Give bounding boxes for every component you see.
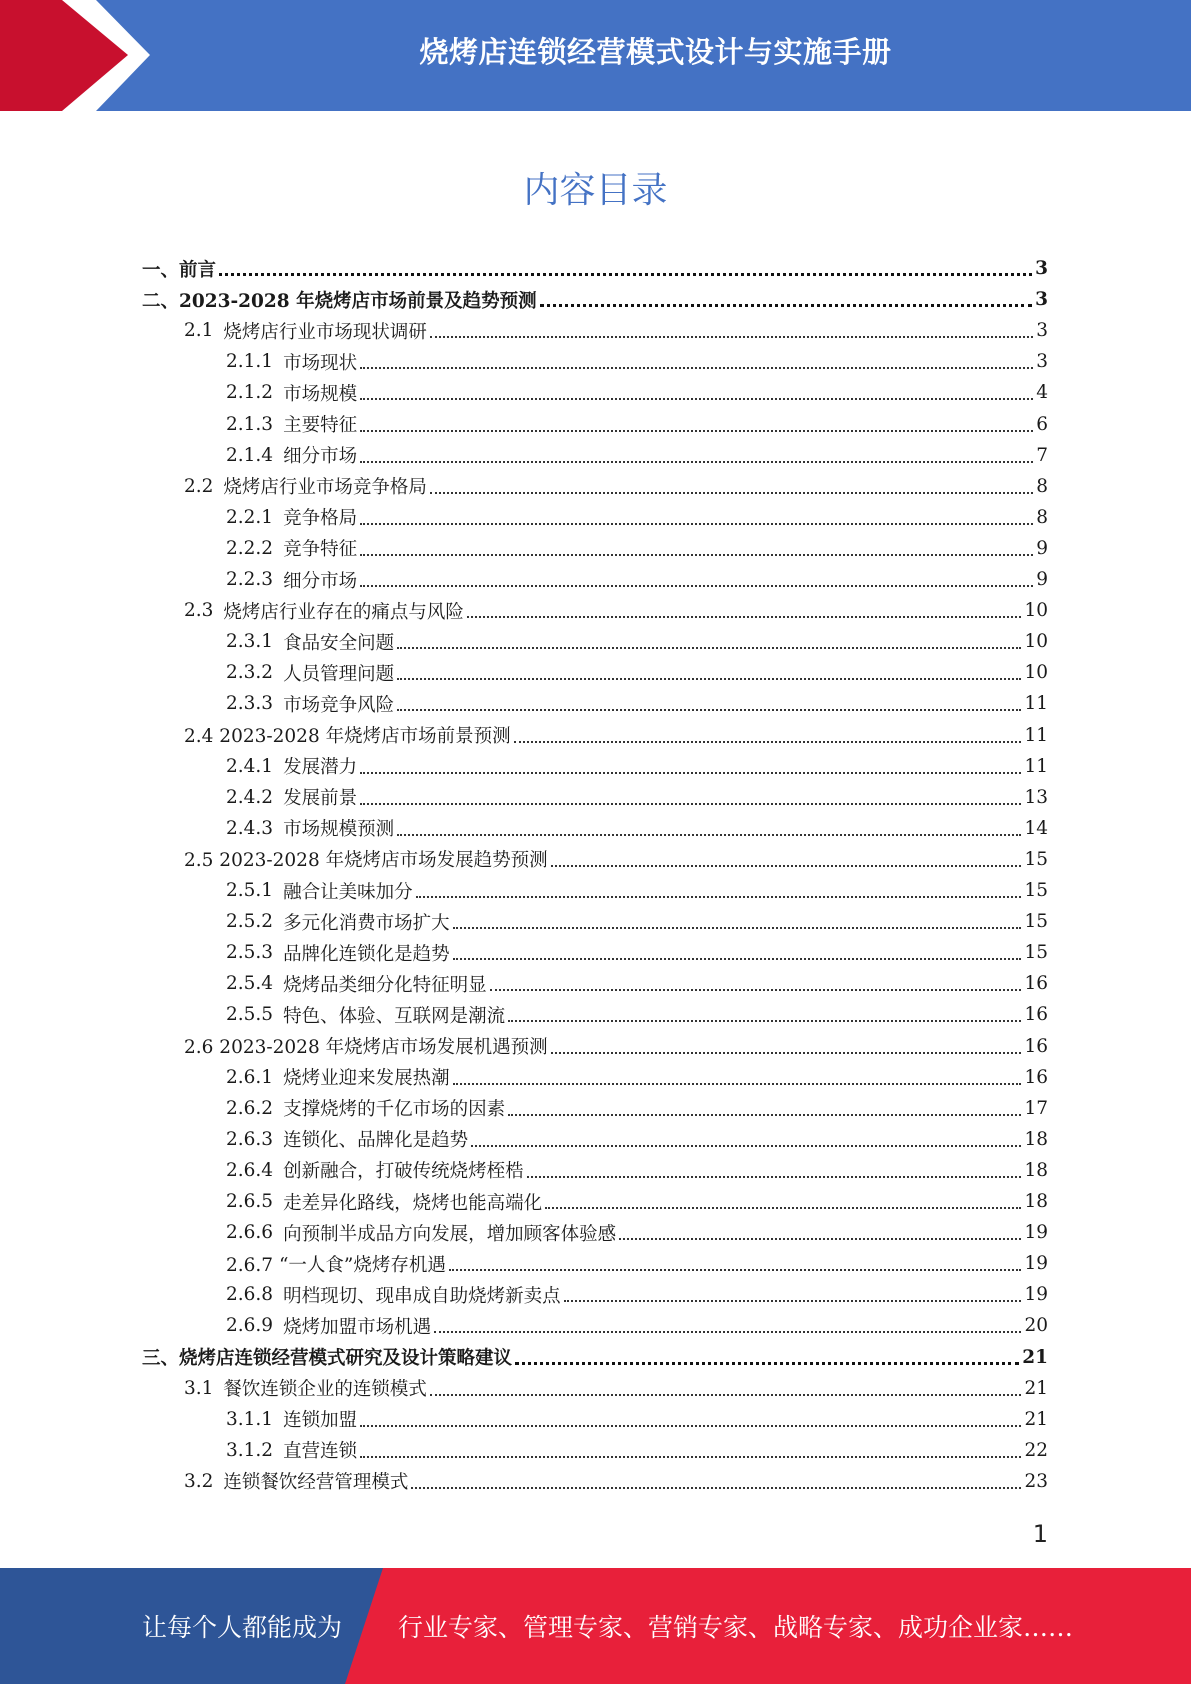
toc-entry-page: 10 — [1024, 662, 1048, 684]
toc-entry-page: 10 — [1024, 631, 1048, 653]
toc-entry-page: 13 — [1024, 786, 1048, 808]
toc-entry[interactable] — [184, 1031, 1048, 1062]
toc-dot-leader — [360, 585, 1033, 587]
toc-entry[interactable] — [226, 1124, 1048, 1155]
toc-entry-page: 19 — [1024, 1284, 1048, 1306]
toc-entry-title: 食品安全问题 — [283, 632, 395, 654]
toc-entry-page: 4 — [1036, 382, 1048, 404]
toc-dot-leader — [453, 958, 1022, 960]
toc-dot-leader — [545, 1207, 1021, 1209]
toc-entry-number: 2.6.6 — [226, 1222, 274, 1244]
toc-dot-leader — [360, 1425, 1021, 1427]
toc-entry-title: 烧烤品类细分化特征明显 — [283, 974, 487, 996]
toc-entry-page: 3 — [1036, 351, 1048, 373]
toc-entry-title: 烧烤店行业市场现状调研 — [223, 321, 427, 343]
toc-entry-page: 16 — [1024, 973, 1048, 995]
toc-entry[interactable] — [226, 875, 1048, 906]
toc-dot-leader — [360, 1456, 1021, 1458]
toc-entry-page: 11 — [1024, 724, 1048, 746]
toc-entry-number: 2.2 — [184, 475, 214, 497]
toc-entry[interactable] — [226, 1186, 1048, 1217]
toc-entry-number: 2.3.3 — [226, 693, 274, 715]
toc-dot-leader — [360, 523, 1033, 525]
toc-dot-leader — [490, 989, 1022, 991]
toc-entry-page: 8 — [1036, 475, 1048, 497]
toc-entry-page: 15 — [1024, 942, 1048, 964]
toc-entry-title: 二、2023-2028 年烧烤店市场前景及趋势预测 — [142, 290, 537, 312]
toc-entry-title: 融合让美味加分 — [283, 881, 413, 903]
footer-banner — [0, 1568, 1191, 1684]
toc-entry-title: 烧烤店行业存在的痛点与风险 — [223, 601, 464, 623]
toc-entry[interactable] — [226, 813, 1048, 844]
toc-dot-leader — [411, 1487, 1021, 1489]
toc-entry-title: 连锁化、品牌化是趋势 — [283, 1130, 469, 1152]
toc-entry[interactable] — [142, 1342, 1048, 1373]
toc-entry[interactable] — [184, 471, 1048, 502]
toc-entry-number: 2.2.1 — [226, 506, 274, 528]
toc-entry[interactable] — [226, 1062, 1048, 1093]
toc-entry-title: 烧烤业迎来发展热潮 — [283, 1068, 450, 1090]
toc-entry-page: 3 — [1035, 289, 1048, 311]
toc-dot-leader — [360, 461, 1033, 463]
toc-entry-number: 2.6.2 — [226, 1097, 274, 1119]
toc-entry[interactable] — [226, 937, 1048, 968]
toc-entry[interactable] — [184, 720, 1048, 751]
toc-entry[interactable] — [226, 1217, 1048, 1248]
toc-entry[interactable] — [226, 688, 1048, 719]
toc-entry[interactable] — [226, 968, 1048, 999]
toc-entry-title: 创新融合，打破传统烧烤桎梏 — [283, 1161, 524, 1183]
toc-dot-leader — [397, 709, 1021, 711]
toc-entry-title: 直营连锁 — [283, 1441, 358, 1463]
toc-entry[interactable] — [226, 1248, 1048, 1279]
toc-entry[interactable] — [184, 315, 1048, 346]
toc-entry-number: 2.4.1 — [226, 755, 274, 777]
toc-dot-leader — [430, 1394, 1022, 1396]
toc-dot-leader — [430, 492, 1033, 494]
document-title: 烧烤店连锁经营模式设计与实施手册 — [419, 34, 892, 69]
footer-slogan-right: 行业专家、管理专家、营销专家、战略专家、成功企业家…… — [398, 1613, 1074, 1642]
toc-entry-title: 三、烧烤店连锁经营模式研究及设计策略建议 — [142, 1348, 513, 1369]
toc-entry-page: 15 — [1024, 880, 1048, 901]
toc-entry[interactable] — [226, 564, 1048, 595]
toc-entry[interactable] — [226, 1404, 1048, 1435]
toc-entry-title: 多元化消费市场扩大 — [283, 912, 450, 934]
toc-entry[interactable] — [226, 999, 1048, 1030]
toc-dot-leader — [619, 1238, 1021, 1240]
toc-entry-number: 3.1.1 — [226, 1408, 274, 1430]
toc-dot-leader — [397, 834, 1021, 836]
toc-entry[interactable] — [226, 440, 1048, 471]
footer-slogan-left: 让每个人都能成为 — [142, 1613, 343, 1642]
toc-entry-page: 8 — [1036, 506, 1048, 528]
toc-entry-page: 18 — [1024, 1128, 1048, 1150]
toc-entry[interactable] — [226, 782, 1048, 813]
toc-entry[interactable] — [184, 844, 1048, 875]
toc-entry[interactable] — [226, 751, 1048, 782]
toc-entry-number: 2.5.4 — [226, 973, 274, 995]
toc-entry[interactable] — [184, 595, 1048, 626]
toc-entry-page: 16 — [1024, 1035, 1048, 1057]
toc-entry-title: 连锁加盟 — [283, 1410, 358, 1432]
toc-entry-page: 23 — [1024, 1470, 1048, 1492]
toc-entry[interactable] — [226, 1279, 1048, 1310]
toc-entry-number: 2.3 — [184, 600, 214, 622]
toc-entry-title: 走差异化路线，烧烤也能高端化 — [283, 1192, 543, 1214]
toc-heading: 内容目录 — [523, 170, 668, 211]
toc-dot-leader — [453, 927, 1022, 929]
toc-entry-title: 市场现状 — [283, 352, 358, 374]
toc-entry[interactable] — [226, 1155, 1048, 1186]
toc-entry[interactable] — [142, 284, 1048, 315]
toc-entry-title: 细分市场 — [283, 446, 358, 468]
toc-dot-leader — [360, 367, 1033, 369]
toc-dot-leader — [430, 336, 1033, 338]
toc-entry-page: 19 — [1024, 1253, 1048, 1275]
toc-entry-title: 竞争特征 — [283, 539, 358, 561]
toc-entry[interactable] — [226, 626, 1048, 657]
toc-entry-number: 2.4.3 — [226, 817, 274, 839]
toc-entry[interactable] — [226, 657, 1048, 688]
toc-entry-number: 2.2.3 — [226, 569, 274, 590]
toc-dot-leader — [360, 398, 1033, 400]
toc-entry-page: 19 — [1024, 1222, 1048, 1244]
toc-dot-leader — [514, 741, 1022, 743]
toc-entry-title: 一、前言 — [142, 259, 217, 281]
toc-entry-title: 市场竞争风险 — [283, 694, 395, 716]
toc-entry-page: 3 — [1035, 258, 1048, 279]
toc-entry-page: 17 — [1024, 1097, 1048, 1119]
toc-dot-leader — [360, 772, 1021, 774]
toc-entry-number: 2.5.5 — [226, 1004, 274, 1026]
toc-entry-number: 2.1.4 — [226, 444, 274, 466]
toc-entry-title: 品牌化连锁化是趋势 — [283, 943, 450, 965]
toc-entry-page: 7 — [1036, 444, 1048, 466]
toc-entry-page: 22 — [1024, 1439, 1048, 1461]
toc-entry-page: 18 — [1024, 1159, 1048, 1181]
toc-entry-number: 3.1 — [184, 1377, 214, 1399]
toc-entry-number: 2.5.1 — [226, 880, 274, 901]
toc-entry-page: 21 — [1024, 1408, 1048, 1430]
toc-entry-number: 2.1.3 — [226, 413, 274, 435]
toc-dot-leader — [416, 896, 1022, 898]
toc-dot-leader — [449, 1269, 1022, 1271]
toc-dot-leader — [360, 803, 1021, 805]
toc-dot-leader — [471, 1145, 1021, 1147]
toc-entry-title: 烧烤加盟市场机遇 — [283, 1316, 432, 1338]
toc-entry[interactable] — [184, 1466, 1048, 1497]
toc-entry-number: 2.6.8 — [226, 1284, 274, 1306]
toc-entry-title: 发展前景 — [283, 788, 358, 810]
toc-dot-leader — [540, 304, 1033, 307]
toc-dot-leader — [515, 1362, 1019, 1365]
toc-dot-leader — [508, 1114, 1021, 1116]
toc-entry-number: 3.1.2 — [226, 1439, 274, 1461]
toc-entry-page: 21 — [1024, 1377, 1048, 1399]
toc-entry-title: 2.6 2023-2028 年烧烤店市场发展机遇预测 — [184, 1037, 548, 1058]
toc-entry-page: 16 — [1024, 1066, 1048, 1088]
toc-entry-title: 2.6.7 “一人食”烧烤存机遇 — [226, 1254, 446, 1276]
toc-dot-leader — [397, 647, 1021, 649]
toc-dot-leader — [434, 1331, 1021, 1333]
toc-entry[interactable] — [226, 346, 1048, 377]
toc-entry-page: 20 — [1024, 1315, 1048, 1337]
toc-entry-number: 2.5.2 — [226, 911, 274, 933]
toc-entry-page: 11 — [1024, 693, 1048, 715]
toc-entry-number: 2.2.2 — [226, 537, 274, 559]
toc-dot-leader — [508, 1020, 1021, 1022]
toc-dot-leader — [453, 1083, 1022, 1085]
toc-entry-title: 市场规模预测 — [283, 819, 395, 841]
header-banner — [0, 0, 1191, 111]
toc-dot-leader — [219, 273, 1032, 276]
toc-entry-number: 2.6.3 — [226, 1128, 274, 1150]
toc-entry-title: 特色、体验、互联网是潮流 — [283, 1005, 506, 1027]
toc-entry[interactable] — [184, 1373, 1048, 1404]
toc-entry[interactable] — [226, 906, 1048, 937]
toc-entry-page: 15 — [1024, 848, 1048, 870]
toc-dot-leader — [564, 1300, 1022, 1302]
toc-entry-number: 2.6.9 — [226, 1315, 274, 1337]
toc-entry-title: 2.5 2023-2028 年烧烤店市场发展趋势预测 — [184, 850, 548, 872]
toc-entry-page: 16 — [1024, 1004, 1048, 1026]
toc-entry-page: 3 — [1036, 320, 1048, 342]
toc-entry-title: 细分市场 — [283, 570, 358, 592]
toc-dot-leader — [551, 1052, 1022, 1054]
toc-entry-title: 人员管理问题 — [283, 663, 395, 685]
toc-entry-page: 21 — [1022, 1346, 1048, 1368]
toc-entry-number: 2.1.2 — [226, 382, 274, 404]
toc-entry-page: 14 — [1024, 817, 1048, 839]
toc-entry-title: 烧烤店行业市场竞争格局 — [223, 477, 427, 499]
toc-entry-title: 向预制半成品方向发展，增加顾客体验感 — [283, 1223, 617, 1245]
toc-entry-title: 市场规模 — [283, 383, 358, 405]
toc-dot-leader — [360, 430, 1033, 432]
toc-entry-number: 2.6.5 — [226, 1191, 274, 1212]
toc-entry-page: 15 — [1024, 911, 1048, 933]
toc-dot-leader — [527, 1176, 1022, 1178]
toc-entry[interactable] — [142, 253, 1048, 284]
toc-entry-page: 10 — [1024, 600, 1048, 622]
toc-entry-title: 明档现切、现串成自助烧烤新卖点 — [283, 1285, 561, 1307]
toc-entry-page: 18 — [1024, 1191, 1048, 1212]
toc-entry-number: 2.6.1 — [226, 1066, 274, 1088]
toc-entry-number: 3.2 — [184, 1470, 214, 1492]
toc-entry[interactable] — [226, 1435, 1048, 1466]
toc-entry[interactable] — [226, 1310, 1048, 1341]
toc-entry-page: 11 — [1024, 755, 1048, 777]
toc-entry[interactable] — [226, 377, 1048, 408]
toc-entry-title: 2.4 2023-2028 年烧烤店市场前景预测 — [184, 726, 511, 747]
toc-entry-title: 餐饮连锁企业的连锁模式 — [223, 1379, 427, 1401]
page-number: 1 — [1032, 1520, 1048, 1548]
toc-entry-title: 支撑烧烤的千亿市场的因素 — [283, 1099, 506, 1121]
toc-entry[interactable] — [226, 502, 1048, 533]
toc-entry-number: 2.5.3 — [226, 942, 274, 964]
toc-entry-page: 6 — [1036, 413, 1048, 435]
toc-dot-leader — [360, 554, 1033, 556]
toc-entry-number: 2.1 — [184, 320, 214, 342]
toc-entry-number: 2.4.2 — [226, 786, 274, 808]
toc-entry-page: 9 — [1036, 537, 1048, 559]
toc-entry[interactable] — [226, 533, 1048, 564]
toc-dot-leader — [467, 616, 1022, 618]
toc-entry-title: 主要特征 — [283, 415, 358, 436]
toc-entry-number: 2.3.1 — [226, 631, 274, 653]
toc-entry-number: 2.6.4 — [226, 1159, 274, 1181]
toc-entry[interactable] — [226, 1093, 1048, 1124]
toc-dot-leader — [551, 865, 1022, 867]
toc-entry-number: 2.3.2 — [226, 662, 274, 684]
toc-entry-title: 发展潜力 — [283, 757, 358, 779]
toc-entry[interactable] — [226, 409, 1048, 440]
toc-entry-number: 2.1.1 — [226, 351, 274, 373]
toc-dot-leader — [397, 678, 1021, 680]
toc-entry-title: 连锁餐饮经营管理模式 — [223, 1472, 409, 1494]
toc-entry-page: 9 — [1036, 569, 1048, 590]
toc-entry-title: 竞争格局 — [283, 508, 358, 530]
